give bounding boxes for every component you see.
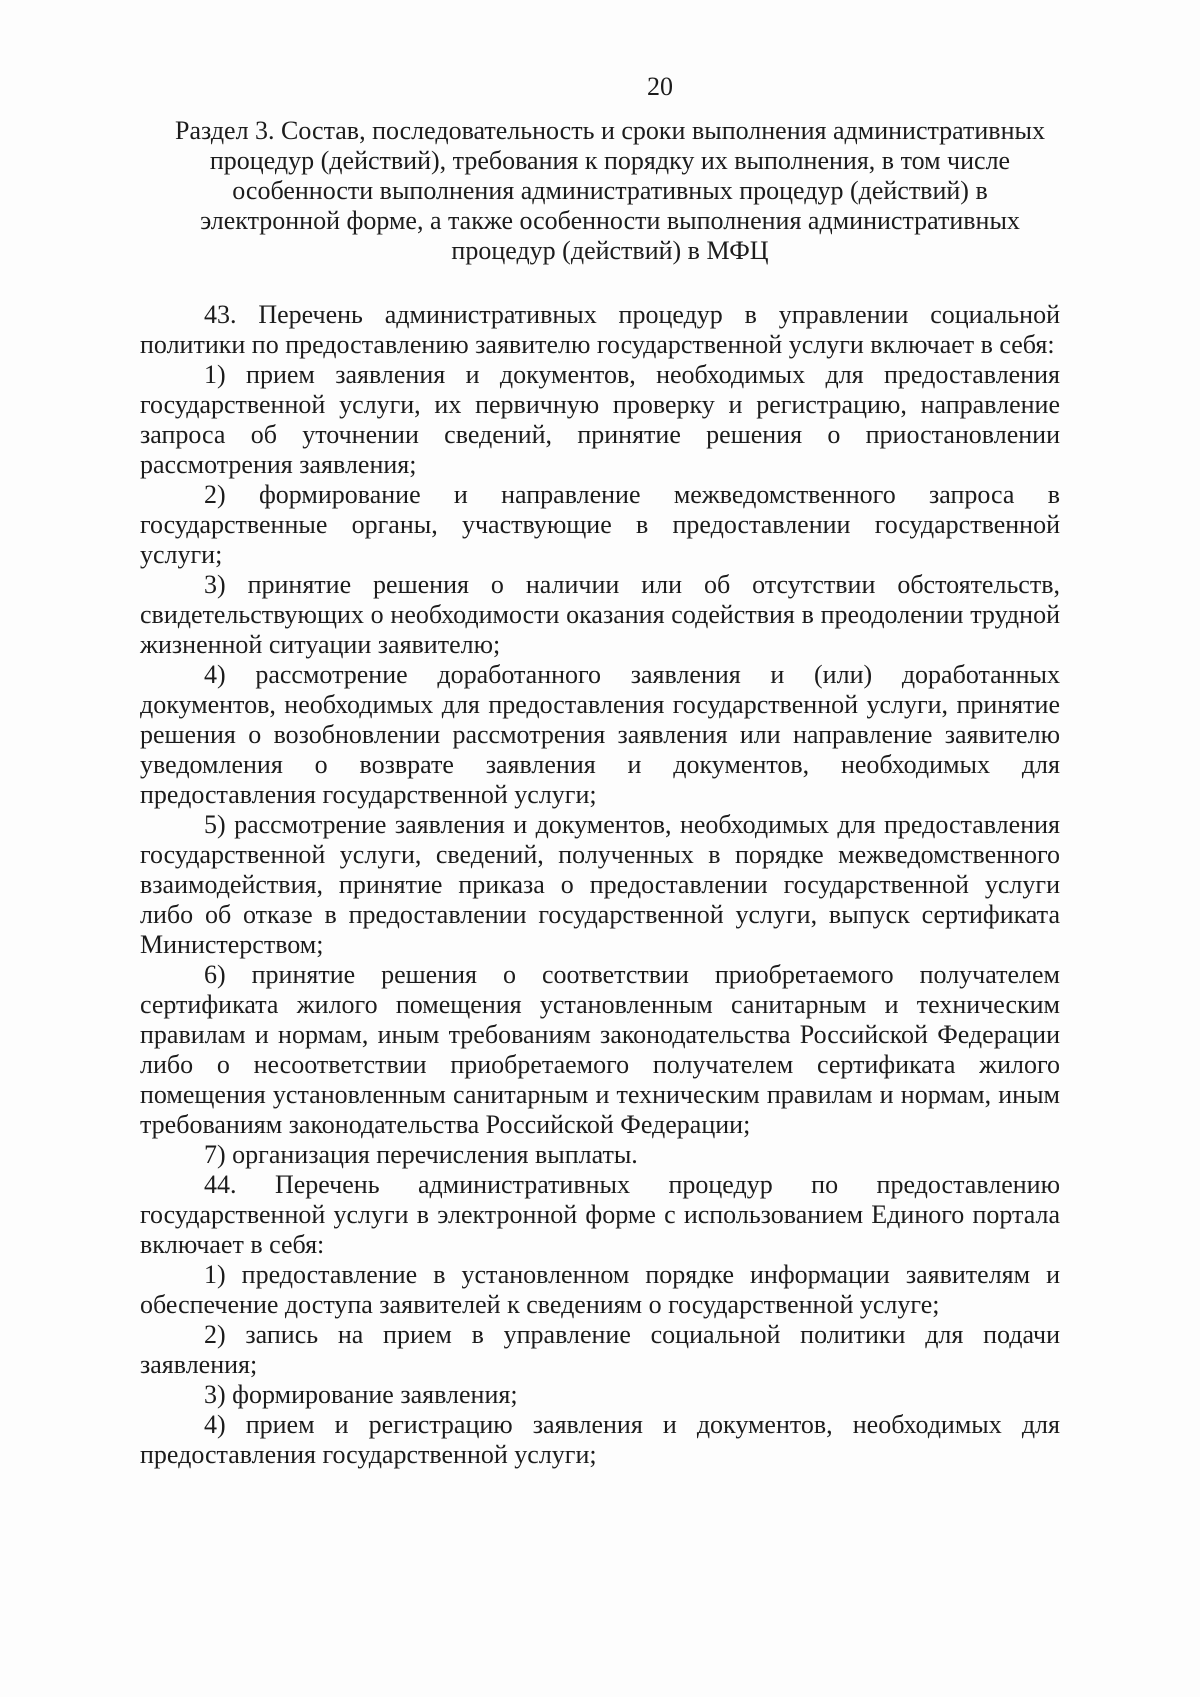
list-item-44-1: 1) предоставление в установленном порядке информации заявителям и обеспечение доступа заявителей к сведениям о государственной услуге; <box>140 1260 1060 1319</box>
list-item-43-5: 5) рассмотрение заявления и документов, необходимых для предоставления государственной услуги, сведений, полученных в порядке межведомственного взаимодействия, принятие приказа о предоставлении государственной услуги либо об отказе в предоставлении государственной услуги, выпуск сертификата Министерством; <box>140 810 1060 959</box>
list-item-43-3: 3) принятие решения о наличии или об отсутствии обстоятельств, свидетельствующих о необходимости оказания содействия в преодолении трудной жизненной ситуации заявителю; <box>140 570 1060 659</box>
paragraph-44: 44. Перечень административных процедур по предоставлению государственной услуги в электронной форме с использованием Единого портала включает в себя: <box>140 1170 1060 1259</box>
list-item-44-3: 3) формирование заявления; <box>204 1380 518 1409</box>
list-item-44-2: 2) запись на прием в управление социальной политики для подачи заявления; <box>140 1320 1060 1379</box>
paragraph-43: 43. Перечень административных процедур в управлении социальной политики по предоставлению заявителю государственной услуги включает в себя: <box>140 300 1060 359</box>
list-item-43-1: 1) прием заявления и документов, необходимых для предоставления государственной услуги, их первичную проверку и регистрацию, направление запроса об уточнении сведений, принятие решения о приостановлении рассмотрения заявления; <box>140 360 1060 479</box>
section-title: Раздел 3. Состав, последовательность и сроки выполнения административных процедур (действий), требования к порядку их выполнения, в том числе особенности выполнения административных процедур (действий) в электронной форме, а также особенности выполнения административных процедур (действий) в МФЦ <box>175 116 1045 265</box>
list-item-43-4: 4) рассмотрение доработанного заявления и (или) доработанных документов, необходимых для предоставления государственной услуги, принятие решения о возобновлении рассмотрения заявления или направление заявителю уведомления о возврате заявления и документов, необходимых для предоставления государственной услуги; <box>140 660 1060 809</box>
list-item-43-6: 6) принятие решения о соответствии приобретаемого получателем сертификата жилого помещения установленным санитарным и техническим правилам и нормам, иным требованиям законодательства Российской Федерации либо о несоответствии приобретаемого получателем сертификата жилого помещения установленным санитарным и техническим правилам и нормам, иным требованиям законодательства Российской Федерации; <box>140 960 1060 1139</box>
list-item-43-7: 7) организация перечисления выплаты. <box>204 1140 638 1169</box>
page-number: 20 <box>647 72 673 101</box>
list-item-44-4: 4) прием и регистрацию заявления и документов, необходимых для предоставления государственной услуги; <box>140 1410 1060 1469</box>
document-body <box>140 300 1060 1470</box>
list-item-43-2: 2) формирование и направление межведомственного запроса в государственные органы, участвующие в предоставлении государственной услуги; <box>140 480 1060 569</box>
